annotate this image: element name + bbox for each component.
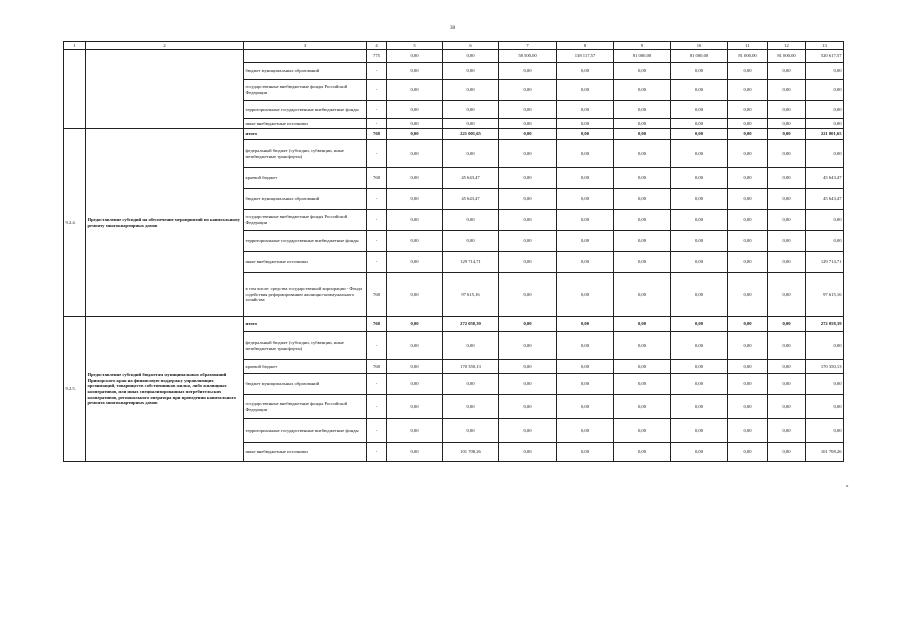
amount-cell: 0,00 [387,101,443,119]
amount-cell: 0,00 [671,101,728,119]
amount-cell: 0,00 [557,101,614,119]
amount-cell: 0,00 [499,101,557,119]
amount-cell: 0,00 [499,419,557,443]
amount-cell: 0,00 [443,210,499,231]
amount-cell: 0,00 [728,374,768,395]
amount-cell: 0,00 [387,119,443,129]
amount-cell: 0,00 [499,360,557,374]
column-header: 3 [244,42,367,50]
funding-source: иные внебюджетные источники [244,119,367,129]
amount-cell: 0,00 [499,231,557,252]
grbs-code-cell: 768 [367,168,387,189]
amount-cell: 0,00 [614,231,671,252]
amount-cell: 0,00 [614,360,671,374]
column-header: 12 [768,42,806,50]
amount-cell: 0,00 [387,189,443,210]
amount-cell: 0,00 [671,317,728,332]
amount-cell: 0,00 [443,63,499,80]
amount-cell: 0,00 [728,63,768,80]
amount-cell: 81 000,00 [671,50,728,63]
amount-cell: 0,00 [671,119,728,129]
amount-cell: 0,00 [671,419,728,443]
amount-cell: 0,00 [768,273,806,317]
amount-cell: 0,00 [614,80,671,101]
amount-cell: 0,00 [557,189,614,210]
funding-source: бюджет муниципальных образований [244,374,367,395]
amount-cell: 0,00 [728,443,768,462]
amount-cell: 0,00 [499,129,557,140]
grbs-code-cell: - [367,63,387,80]
funding-source: территориальные государственные внебюджетные фонды [244,101,367,119]
amount-cell: 0,00 [557,419,614,443]
amount-cell: 0,00 [614,210,671,231]
amount-cell: 0,00 [499,395,557,419]
amount-cell: 0,00 [387,252,443,273]
amount-cell: 0,00 [728,189,768,210]
column-header: 8 [557,42,614,50]
amount-cell: 0,00 [387,231,443,252]
column-header-row [64,42,844,50]
grbs-code-cell: - [367,119,387,129]
amount-cell: 0,00 [671,273,728,317]
amount-cell: 0,00 [557,332,614,360]
amount-cell: 129 714,71 [443,252,499,273]
amount-cell: 0,00 [387,168,443,189]
amount-cell: 0,00 [728,168,768,189]
amount-cell: 0,00 [806,231,844,252]
funding-source: территориальные государственные внебюджетные фонды [244,419,367,443]
amount-cell: 0,00 [768,80,806,101]
amount-cell: 0,00 [557,317,614,332]
funding-source: иные внебюджетные источники [244,252,367,273]
grbs-code-cell: - [367,419,387,443]
amount-cell: 45 643,47 [806,189,844,210]
column-header: 11 [728,42,768,50]
amount-cell: 0,00 [499,140,557,168]
table-row [64,50,844,63]
amount-cell: 0,00 [728,129,768,140]
item-code [64,50,86,129]
amount-cell: 0,00 [387,63,443,80]
amount-cell: 0,00 [671,168,728,189]
amount-cell: 0,00 [671,231,728,252]
amount-cell: 0,00 [387,140,443,168]
table-row-total [64,317,844,332]
amount-cell: 45 643,47 [806,168,844,189]
amount-cell: 0,00 [806,80,844,101]
amount-cell: 272 058,39 [443,317,499,332]
amount-cell: 0,00 [728,273,768,317]
amount-cell: 0,00 [806,63,844,80]
amount-cell: 0,00 [387,395,443,419]
funding-source: государственные внебюджетные фонды Российской Федерации [244,80,367,101]
grbs-code-cell: - [367,395,387,419]
amount-cell: 0,00 [443,231,499,252]
column-header: 7 [499,42,557,50]
amount-cell: 221 001,65 [806,129,844,140]
amount-cell: 0,00 [768,317,806,332]
amount-cell: 0,00 [671,129,728,140]
amount-cell: 0,00 [768,101,806,119]
funding-source: краевой бюджет [244,168,367,189]
amount-cell: 0,00 [806,374,844,395]
grbs-code-cell: - [367,443,387,462]
funding-source: государственные внебюджетные фонды Российской Федерации [244,210,367,231]
amount-cell: 0,00 [499,168,557,189]
amount-cell: 0,00 [557,360,614,374]
amount-cell: 45 643,47 [443,189,499,210]
amount-cell: 0,00 [768,231,806,252]
amount-cell: 0,00 [614,374,671,395]
amount-cell: 0,00 [499,317,557,332]
amount-cell: 0,00 [768,419,806,443]
amount-cell: 0,00 [768,395,806,419]
amount-cell: 101 708,26 [806,443,844,462]
amount-cell: 0,00 [499,252,557,273]
amount-cell: 0,00 [768,443,806,462]
grbs-code-cell: - [367,140,387,168]
amount-cell: 58 500,00 [499,50,557,63]
page-number: 38 [450,26,455,31]
amount-cell: 97 615,16 [443,273,499,317]
amount-cell: 0,00 [728,395,768,419]
amount-cell: 138 117,57 [557,50,614,63]
amount-cell: 0,00 [768,360,806,374]
amount-cell: 101 708,26 [443,443,499,462]
amount-cell: 0,00 [557,395,614,419]
amount-cell: 0,00 [499,443,557,462]
funding-source: государственные внебюджетные фонды Российской Федерации [244,395,367,419]
amount-cell: 0,00 [614,101,671,119]
amount-cell: 0,00 [387,419,443,443]
amount-cell: 0,00 [806,395,844,419]
amount-cell: 0,00 [387,332,443,360]
amount-cell: 0,00 [671,80,728,101]
amount-cell: 0,00 [671,374,728,395]
column-header: 2 [86,42,244,50]
amount-cell: 0,00 [557,273,614,317]
amount-cell: 0,00 [768,210,806,231]
column-header: 6 [443,42,499,50]
amount-cell: 0,00 [387,374,443,395]
amount-cell: 0,00 [728,317,768,332]
amount-cell: 0,00 [614,189,671,210]
amount-cell: 0,00 [614,395,671,419]
amount-cell: 0,00 [443,332,499,360]
amount-cell: 0,00 [387,80,443,101]
amount-cell: 0,00 [557,80,614,101]
amount-cell: 0,00 [671,140,728,168]
amount-cell: 0,00 [557,140,614,168]
budget-table [63,41,844,462]
amount-cell: 0,00 [443,419,499,443]
table-row-total [64,129,844,140]
amount-cell: 0,00 [806,210,844,231]
amount-cell: 0,00 [443,101,499,119]
funding-source: иные внебюджетные источники [244,443,367,462]
item-code: 9.2.5. [64,317,86,462]
grbs-code-cell: - [367,374,387,395]
amount-cell: 0,00 [443,80,499,101]
grbs-code-cell: - [367,210,387,231]
amount-cell: 0,00 [499,332,557,360]
amount-cell: 0,00 [499,210,557,231]
funding-source: федеральный бюджет (субсидии, субвенции, иные межбюджетные трансферты) [244,140,367,168]
amount-cell: 129 714,71 [806,252,844,273]
amount-cell: 0,00 [557,168,614,189]
amount-cell: 0,00 [499,119,557,129]
amount-cell: 0,00 [499,63,557,80]
amount-cell: 0,00 [671,189,728,210]
item-title: Предоставление субсидий бюджетам муниципальных образований Приморского края на финансовую поддержку управляющих организаций, товариществ собственников жилья, либо жилищных кооперативов, или иных специализированных потребительских кооперативов, регионального оператора при проведении капитального ремонта многоквартирных домов [86,317,244,462]
funding-source: в том числе: средства государственной корпорации - Фонда содействия реформированию жилищно-коммунального хозяйства [244,273,367,317]
amount-cell: 0,00 [387,317,443,332]
amount-cell: 0,00 [557,129,614,140]
column-header: 9 [614,42,671,50]
funding-source: итого [244,317,367,332]
amount-cell: 0,00 [806,332,844,360]
amount-cell: 0,00 [671,443,728,462]
amount-cell: 170 350,13 [443,360,499,374]
funding-source: территориальные государственные внебюджетные фонды [244,231,367,252]
item-code: 9.2.4. [64,129,86,317]
amount-cell: 0,00 [499,374,557,395]
amount-cell: 81 000,00 [728,50,768,63]
amount-cell: 0,00 [499,273,557,317]
amount-cell: 0,00 [443,50,499,63]
amount-cell: 0,00 [557,443,614,462]
amount-cell: 0,00 [614,443,671,462]
amount-cell: 0,00 [387,360,443,374]
grbs-code-cell: - [367,231,387,252]
item-title: Предоставление субсидий на обеспечение мероприятий по капитальному ремонту многоквартирных домов [86,129,244,317]
grbs-code-cell: 768 [367,129,387,140]
column-header: 1 [64,42,86,50]
amount-cell: 0,00 [443,374,499,395]
column-header: 4 [367,42,387,50]
grbs-code-cell: - [367,332,387,360]
amount-cell: 0,00 [768,140,806,168]
amount-cell: 170 350,13 [806,360,844,374]
amount-cell: 0,00 [806,101,844,119]
grbs-code-cell: - [367,80,387,101]
column-header: 10 [671,42,728,50]
amount-cell: 0,00 [614,168,671,189]
amount-cell: 0,00 [728,119,768,129]
amount-cell: 0,00 [443,119,499,129]
amount-cell: 0,00 [614,140,671,168]
amount-cell: 0,00 [671,63,728,80]
grbs-code-cell: - [367,189,387,210]
amount-cell: 0,00 [557,119,614,129]
grbs-code-cell: 768 [367,360,387,374]
amount-cell: 0,00 [728,231,768,252]
column-header: 13 [806,42,844,50]
amount-cell: 0,00 [671,395,728,419]
amount-cell: 0,00 [614,332,671,360]
amount-cell: 0,00 [671,210,728,231]
funding-source: итого [244,129,367,140]
amount-cell: 0,00 [614,273,671,317]
trailing-mark: » [846,484,849,489]
amount-cell: 0,00 [728,80,768,101]
funding-source [244,50,367,63]
amount-cell: 0,00 [728,252,768,273]
amount-cell: 0,00 [557,231,614,252]
grbs-code-cell: 768 [367,317,387,332]
amount-cell: 0,00 [768,252,806,273]
amount-cell: 0,00 [387,273,443,317]
funding-source: краевой бюджет [244,360,367,374]
amount-cell: 0,00 [768,168,806,189]
amount-cell: 0,00 [728,210,768,231]
amount-cell: 97 615,16 [806,273,844,317]
amount-cell: 0,00 [443,140,499,168]
amount-cell: 81 000,00 [614,50,671,63]
amount-cell: 0,00 [557,252,614,273]
grbs-code-cell: 768 [367,273,387,317]
amount-cell: 0,00 [387,50,443,63]
grbs-code-cell: 775 [367,50,387,63]
amount-cell: 520 617,57 [806,50,844,63]
amount-cell: 0,00 [768,374,806,395]
amount-cell: 0,00 [387,210,443,231]
funding-source: бюджет муниципальных образований [244,63,367,80]
funding-source: бюджет муниципальных образований [244,189,367,210]
amount-cell: 0,00 [728,140,768,168]
amount-cell: 0,00 [728,360,768,374]
amount-cell: 0,00 [671,332,728,360]
column-header: 5 [387,42,443,50]
amount-cell: 0,00 [557,210,614,231]
amount-cell: 0,00 [387,129,443,140]
amount-cell: 0,00 [387,443,443,462]
amount-cell: 45 643,47 [443,168,499,189]
amount-cell: 0,00 [614,419,671,443]
amount-cell: 0,00 [443,395,499,419]
amount-cell: 272 058,39 [806,317,844,332]
amount-cell: 0,00 [768,119,806,129]
amount-cell: 0,00 [768,129,806,140]
amount-cell: 0,00 [671,360,728,374]
amount-cell: 0,00 [768,332,806,360]
amount-cell: 0,00 [728,419,768,443]
amount-cell: 0,00 [768,189,806,210]
amount-cell: 0,00 [499,189,557,210]
amount-cell: 0,00 [557,374,614,395]
amount-cell: 0,00 [768,63,806,80]
amount-cell: 0,00 [614,63,671,80]
grbs-code-cell: - [367,252,387,273]
item-title [86,50,244,129]
amount-cell: 0,00 [806,140,844,168]
amount-cell: 0,00 [614,252,671,273]
grbs-code-cell: - [367,101,387,119]
amount-cell: 0,00 [614,119,671,129]
amount-cell: 0,00 [614,317,671,332]
amount-cell: 0,00 [806,419,844,443]
amount-cell: 221 001,65 [443,129,499,140]
amount-cell: 0,00 [728,332,768,360]
amount-cell: 0,00 [728,101,768,119]
amount-cell: 0,00 [671,252,728,273]
amount-cell: 0,00 [806,119,844,129]
amount-cell: 0,00 [499,80,557,101]
amount-cell: 0,00 [557,63,614,80]
amount-cell: 0,00 [614,129,671,140]
funding-source: федеральный бюджет (субсидии, субвенции, иные межбюджетные трансферты) [244,332,367,360]
amount-cell: 81 000,00 [768,50,806,63]
